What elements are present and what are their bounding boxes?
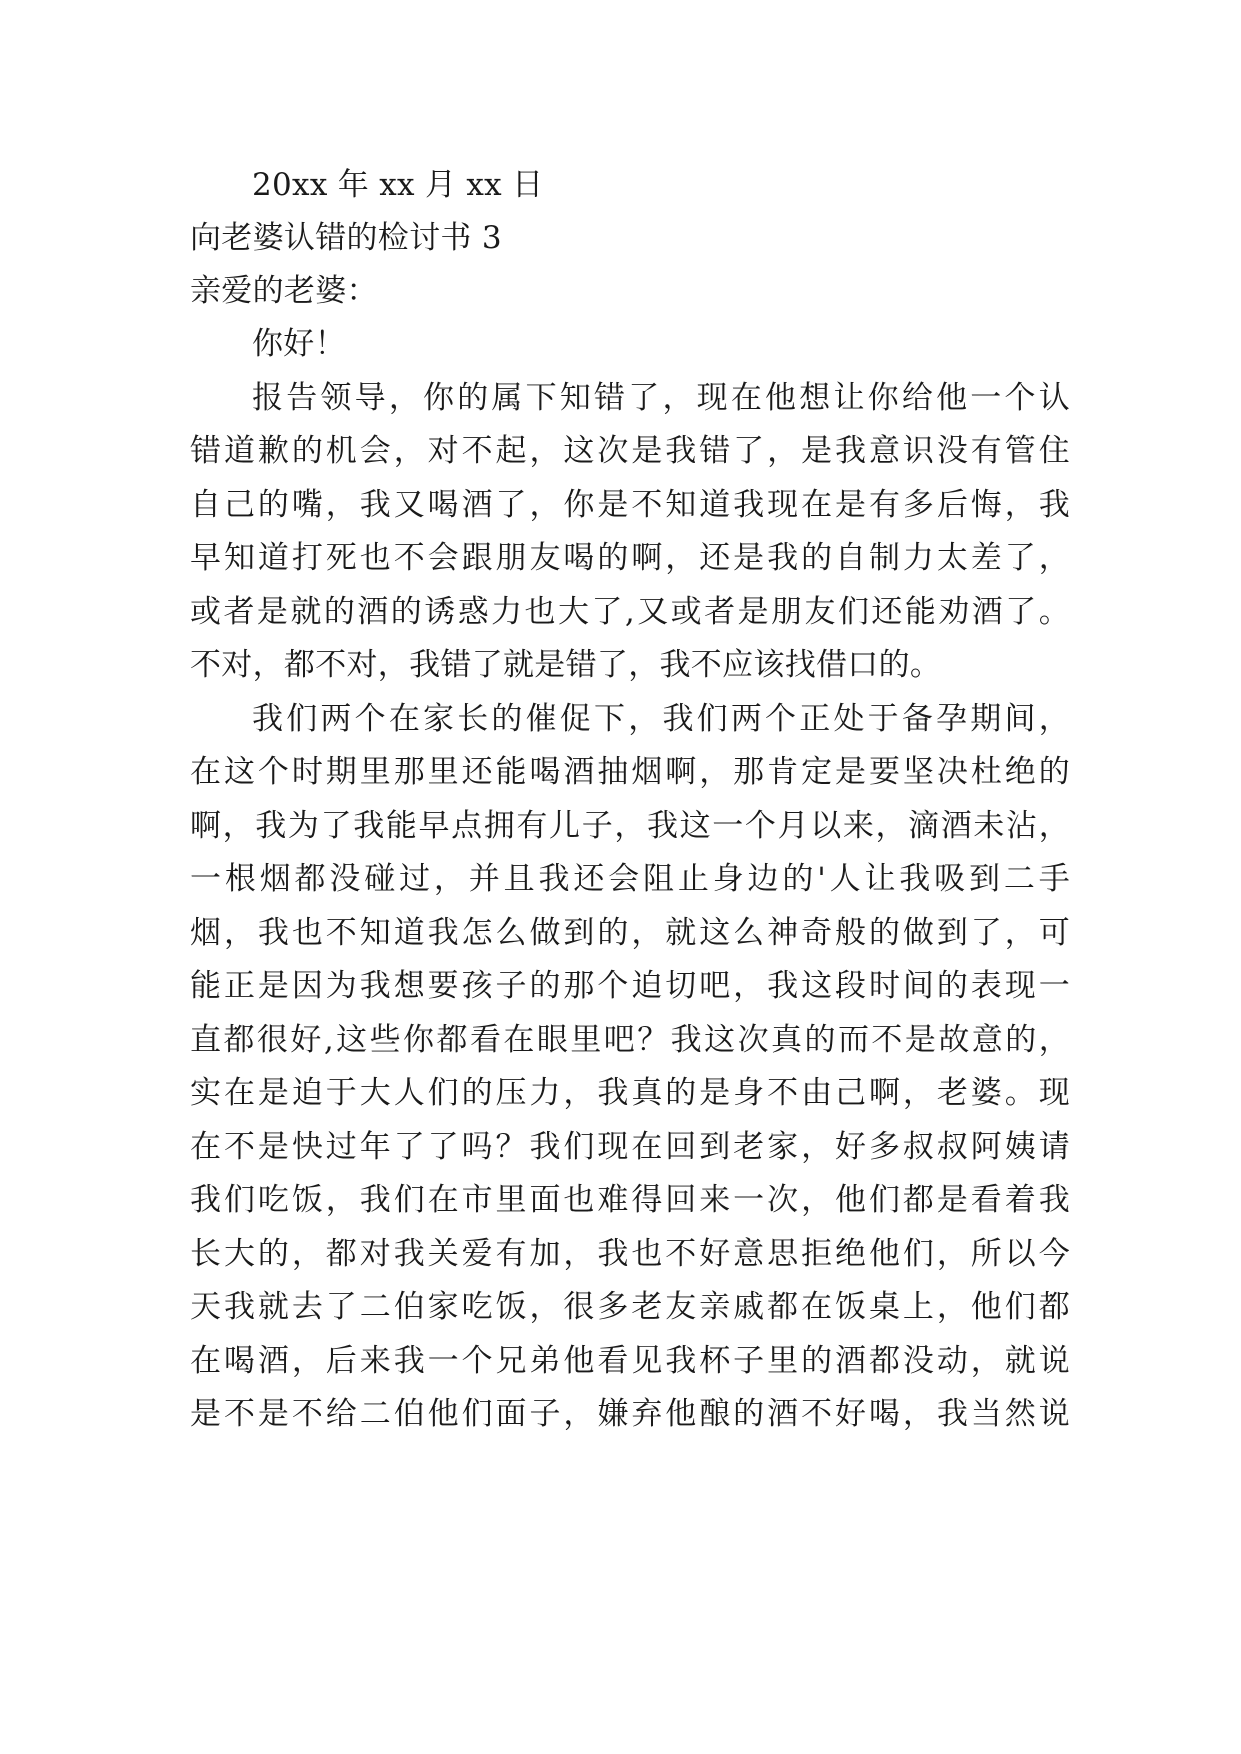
paragraph-line: 烟，我也不知道我怎么做到的，就这么神奇般的做到了，可 — [190, 915, 1070, 951]
paragraph-line: 在喝酒，后来我一个兄弟他看见我杯子里的酒都没动，就说 — [190, 1343, 1070, 1379]
paragraph-line: 或者是就的酒的诱惑力也大了,又或者是朋友们还能劝酒了。 — [190, 594, 1070, 630]
paragraph-line: 我们两个在家长的催促下，我们两个正处于备孕期间， — [252, 701, 1070, 737]
salutation: 亲爱的老婆： — [190, 273, 378, 309]
paragraph-line: 不对，都不对，我错了就是错了，我不应该找借口的。 — [190, 647, 942, 683]
paragraph-line: 直都很好,这些你都看在眼里吧？我这次真的而不是故意的， — [190, 1022, 1070, 1058]
paragraph-line: 错道歉的机会，对不起，这次是我错了，是我意识没有管住 — [190, 433, 1070, 469]
document-title: 向老婆认错的检讨书 3 — [190, 220, 502, 256]
paragraph-line: 实在是迫于大人们的压力，我真的是身不由己啊，老婆。现 — [190, 1075, 1070, 1111]
paragraph-line: 早知道打死也不会跟朋友喝的啊，还是我的自制力太差了， — [190, 540, 1070, 576]
paragraph-line: 报告领导，你的属下知错了，现在他想让你给他一个认 — [252, 380, 1070, 416]
paragraph-line: 一根烟都没碰过，并且我还会阻止身边的'人让我吸到二手 — [190, 861, 1070, 897]
paragraph-line: 是不是不给二伯他们面子，嫌弃他酿的酒不好喝，我当然说 — [190, 1396, 1070, 1432]
paragraph-line: 长大的，都对我关爱有加，我也不好意思拒绝他们，所以今 — [190, 1236, 1070, 1272]
paragraph-line: 能正是因为我想要孩子的那个迫切吧，我这段时间的表现一 — [190, 968, 1070, 1004]
paragraph-line: 我们吃饭，我们在市里面也难得回来一次，他们都是看着我 — [190, 1182, 1070, 1218]
paragraph-line: 啊，我为了我能早点拥有儿子，我这一个月以来，滴酒未沾， — [190, 808, 1070, 844]
paragraph-line: 在不是快过年了了吗？我们现在回到老家，好多叔叔阿姨请 — [190, 1129, 1070, 1165]
greeting: 你好！ — [252, 326, 346, 362]
paragraph-line: 天我就去了二伯家吃饭，很多老友亲戚都在饭桌上，他们都 — [190, 1289, 1070, 1325]
document-date: 20xx 年 xx 月 xx 日 — [252, 167, 544, 203]
paragraph-line: 在这个时期里那里还能喝酒抽烟啊，那肯定是要坚决杜绝的 — [190, 754, 1070, 790]
paragraph-line: 自己的嘴，我又喝酒了，你是不知道我现在是有多后悔，我 — [190, 487, 1070, 523]
